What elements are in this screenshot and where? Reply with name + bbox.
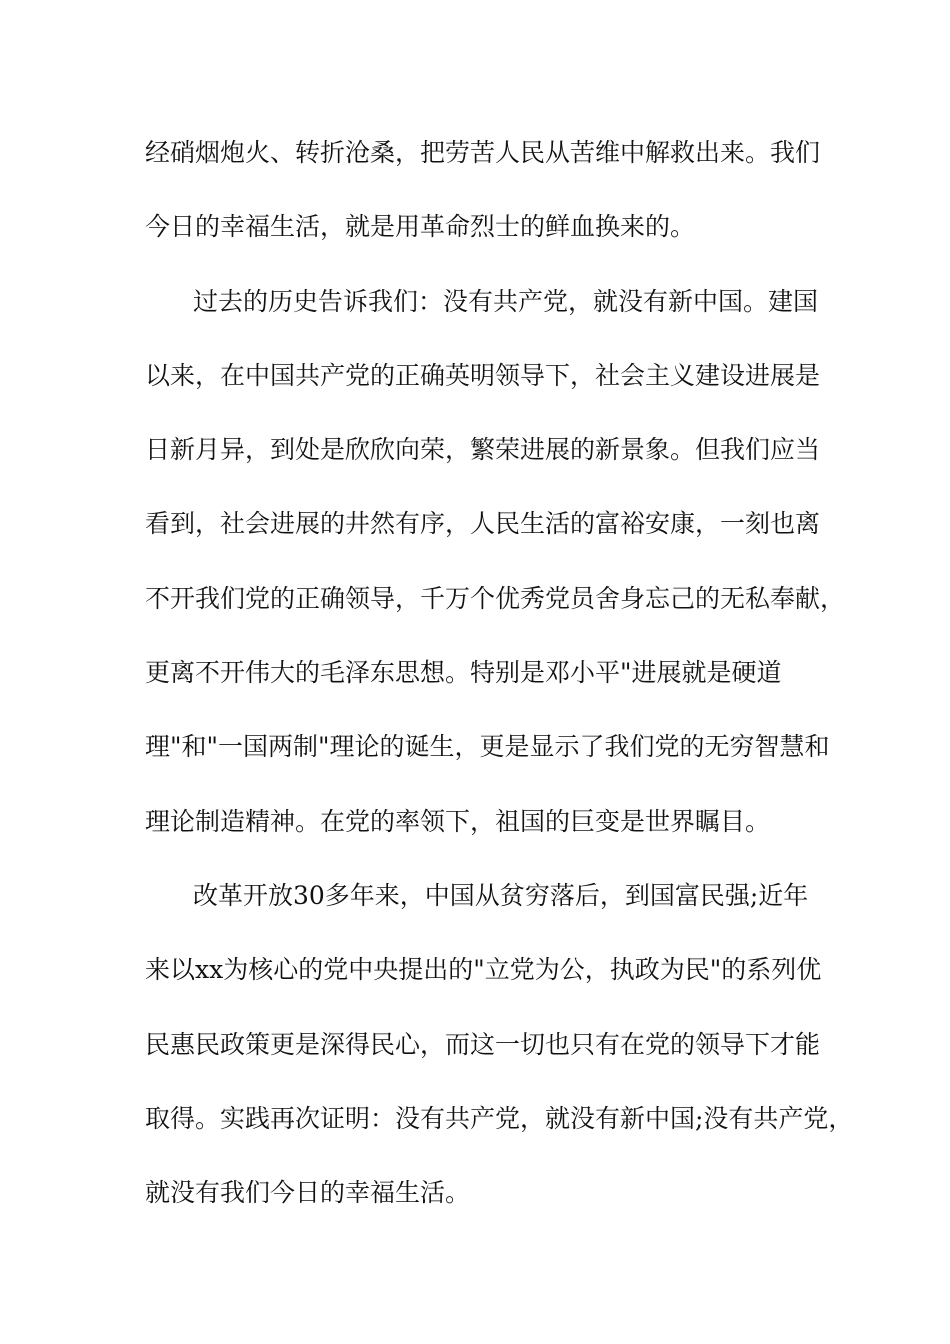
text-line: 来以xx为核心的党中央提出的"立党为公，执政为民"的系列优 — [145, 955, 822, 985]
body-text — [145, 128, 854, 1242]
text-line: 更离不开伟大的毛泽东思想。特别是邓小平"进展就是硬道 — [145, 658, 782, 688]
text-line: 就没有我们今日的幸福生活。 — [145, 1178, 471, 1208]
text-line: 以来，在中国共产党的正确英明领导下，社会主义建设进展是 — [145, 360, 821, 390]
text-line: 理"和"一国两制"理论的诞生，更是显示了我们党的无穷智慧和 — [145, 732, 830, 762]
text-line: 日新月异，到处是欣欣向荣，繁荣进展的新景象。但我们应当 — [145, 435, 821, 465]
text-line: 民惠民政策更是深得民心，而这一切也只有在党的领导下才能 — [145, 1029, 821, 1059]
text-line: 看到，社会进展的井然有序，人民生活的富裕安康，一刻也离 — [145, 509, 821, 539]
text-line: 改革开放30多年来，中国从贫穷落后，到国富民强;近年 — [193, 880, 809, 910]
text-line: 不开我们党的正确领导，千万个优秀党员舍身忘己的无私奉献， — [145, 583, 846, 613]
text-line: 过去的历史告诉我们：没有共产党，就没有新中国。建国 — [193, 286, 819, 316]
text-line: 今日的幸福生活，就是用革命烈士的鲜血换来的。 — [145, 212, 696, 242]
text-line: 取得。实践再次证明：没有共产党，就没有新中国;没有共产党， — [145, 1103, 854, 1133]
text-line: 经硝烟炮火、转折沧桑，把劳苦人民从苦维中解救出来。我们 — [145, 138, 821, 167]
text-line: 理论制造精神。在党的率领下，祖国的巨变是世界瞩目。 — [145, 806, 771, 836]
